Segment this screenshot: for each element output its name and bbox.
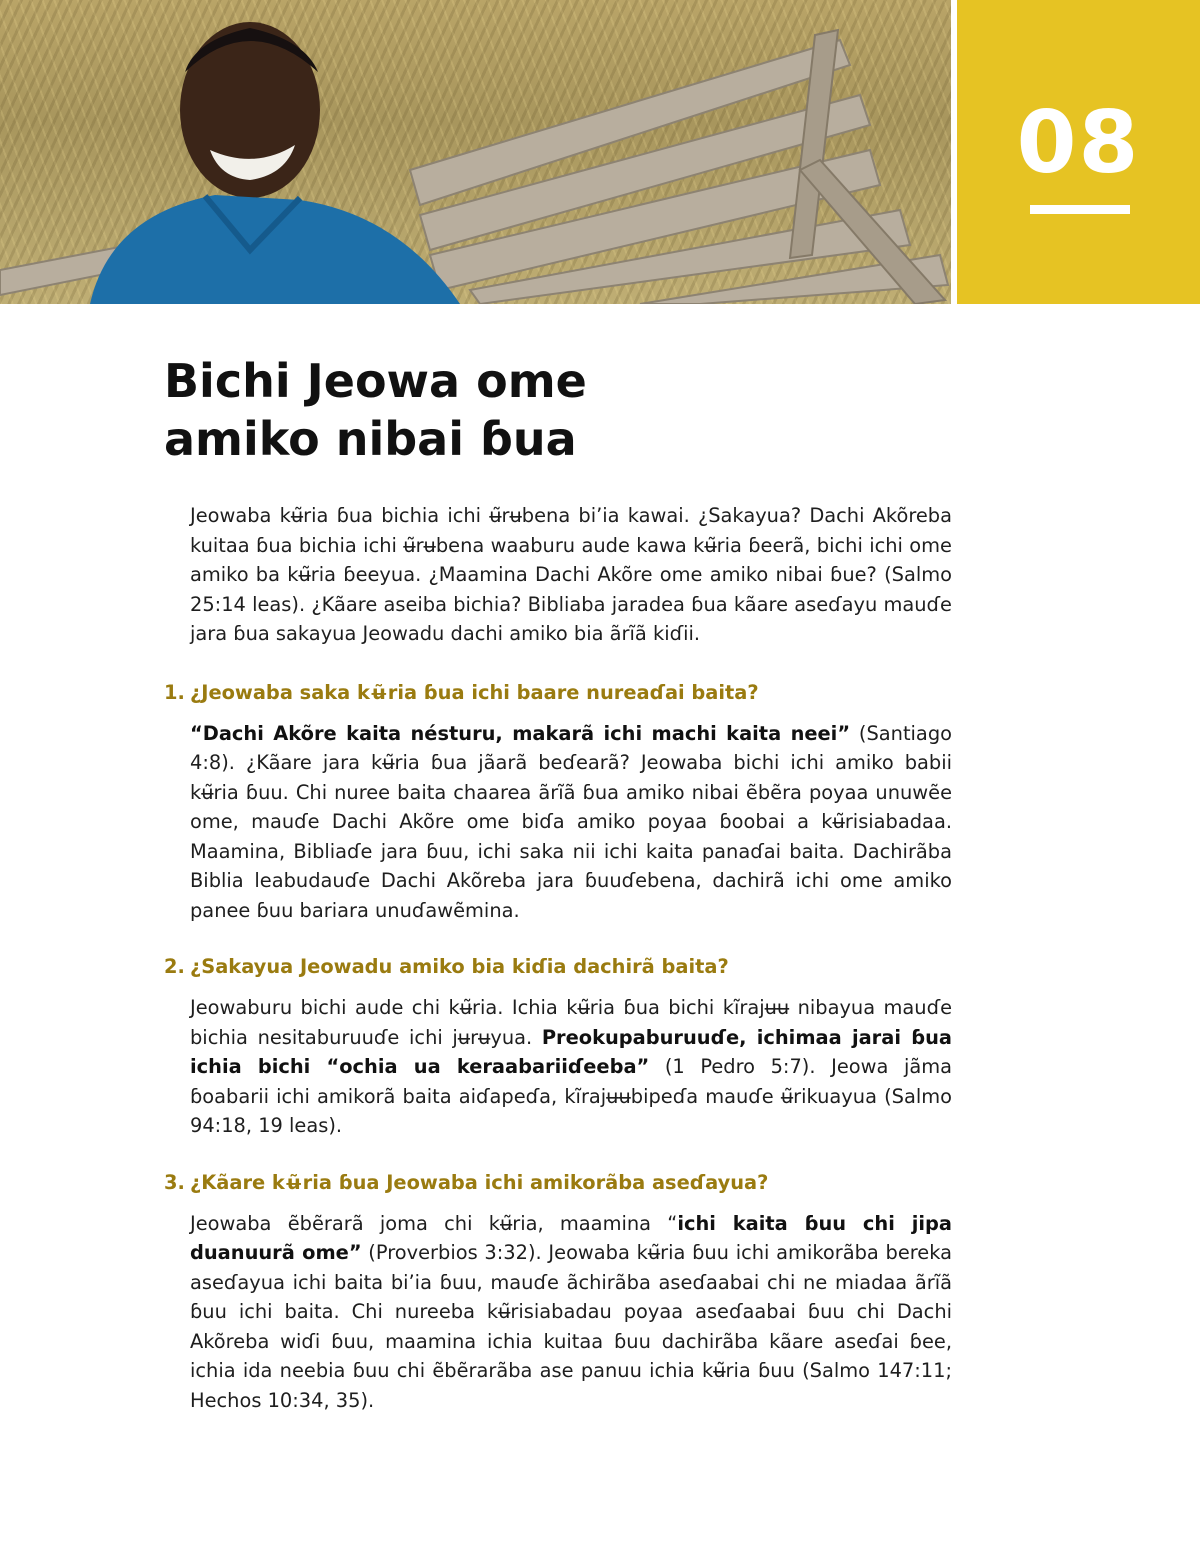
question-3 [164, 1169, 952, 1197]
answer-3 [190, 1209, 952, 1416]
answer-text-before: Jeowaba ẽbẽrarã joma chi kʉ̃ria, maamina “ [190, 1211, 678, 1235]
lesson-number: 08 [1016, 93, 1141, 193]
title-line-1: Bichi Jeowa ome [164, 354, 587, 408]
intro-paragraph: Jeowaba kʉ̃ria ɓua bichia ichi ʉ̃rʉbena bi’ia kawai. ¿Sakayua? Dachi Akõreba kuitaa ɓua bichia ichi ʉ̃rʉbena waaburu aude kawa kʉ̃ria ɓeerã, bichi ichi ome amiko ba kʉ̃ria ɓeeyua. ¿Maamina Dachi Akõre ome amiko nibai ɓue? (Salmo 25:14 leas). ¿Kãare aseiba bichia? Bibliaba jaradea ɓua kãare aseɗayu mauɗe jara ɓua sakayua Jeowadu dachi amiko bia ãrĩã kiɗii. [190, 504, 952, 645]
answer-quote: ichi kaita ɓuu chi jipa duanuurã ome” [190, 1211, 952, 1264]
question-2 [164, 953, 952, 981]
header-photo [0, 0, 951, 304]
lesson-content [164, 501, 952, 1443]
page-title [164, 352, 864, 468]
bench-illustration [0, 0, 951, 304]
question-number: 1. [164, 680, 185, 704]
answer-text-before: Jeowaburu bichi aude chi kʉ̃ria. Ichia kʉ̃ria ɓua bichi kĩrajʉʉ nibayua mauɗe bichia nesitaburuuɗe ichi jʉrʉyua. [190, 996, 952, 1049]
lesson-number-block [957, 0, 1200, 304]
question-text: ¿Sakayua Jeowadu amiko bia kiɗia dachirã baita? [190, 955, 729, 978]
answer-text: (1 Pedro 5:7). Jeowa jãma ɓoabarii ichi amikorã baita aiɗapeɗa, kĩrajʉʉbipeɗa mauɗe ʉ̃rikuayua (Salmo 94:18, 19 leas). [190, 1055, 952, 1137]
lesson-number-underline [1030, 205, 1130, 214]
answer-text: (Proverbios 3:32). Jeowaba kʉ̃ria ɓuu ichi amikorãba bereka aseɗayua ichi baita bi’ia ɓuu, mauɗe ãchirãba aseɗaabai chi ne miadaa ãrĩã ɓuu ichi baita. Chi nureeba kʉ̃risiabadau poyaa aseɗaabai ɓuu chi Dachi Akõreba wiɗi ɓuu, maamina ichia kuitaa ɓuu dachirãba kãare aseɗai ɓee, ichia ida neebia ɓuu chi ẽbẽrarãba ase panuu ichia kʉ̃ria ɓuu (Salmo 147:11; Hechos 10:34, 35). [190, 1241, 952, 1412]
answer-2 [190, 993, 952, 1141]
answer-quote: “Dachi Akõre kaita nésturu, makarã ichi machi kaita neei” [190, 721, 851, 745]
title-line-2: amiko nibai ɓua [164, 412, 577, 466]
question-number: 3. [164, 1170, 185, 1194]
answer-1 [190, 719, 952, 926]
answer-text: (Santiago 4:8). ¿Kãare jara kʉ̃ria ɓua jãarã beɗearã? Jeowaba bichi ichi amiko babii kʉ̃ria ɓuu. Chi nuree baita chaarea ãrĩã ɓua amiko nibai ẽbẽra poyaa unuwẽe ome, mauɗe Dachi Akõre ome biɗa amiko poyaa ɓoobai a kʉ̃risiabadaa. Maamina, Bibliaɗe jara ɓuu, ichi saka nii ichi kaita panaɗai baita. Dachirãba Biblia leabudauɗe Dachi Akõreba jara ɓuuɗebena, dachirã ichi ome amiko panee ɓuu bariara unuɗawẽmina. [190, 721, 952, 922]
question-text: ¿Jeowaba saka kʉ̃ria ɓua ichi baare nureaɗai baita? [190, 680, 759, 704]
answer-quote: Preokupaburuuɗe, ichimaa jarai ɓua ichia bichi “ochia ua keraabariiɗeeba” [190, 1025, 952, 1078]
man-figure [90, 22, 460, 304]
question-number: 2. [164, 955, 185, 978]
question-1 [164, 679, 952, 707]
question-text: ¿Kãare kʉ̃ria ɓua Jeowaba ichi amikorãba aseɗayua? [190, 1170, 769, 1194]
